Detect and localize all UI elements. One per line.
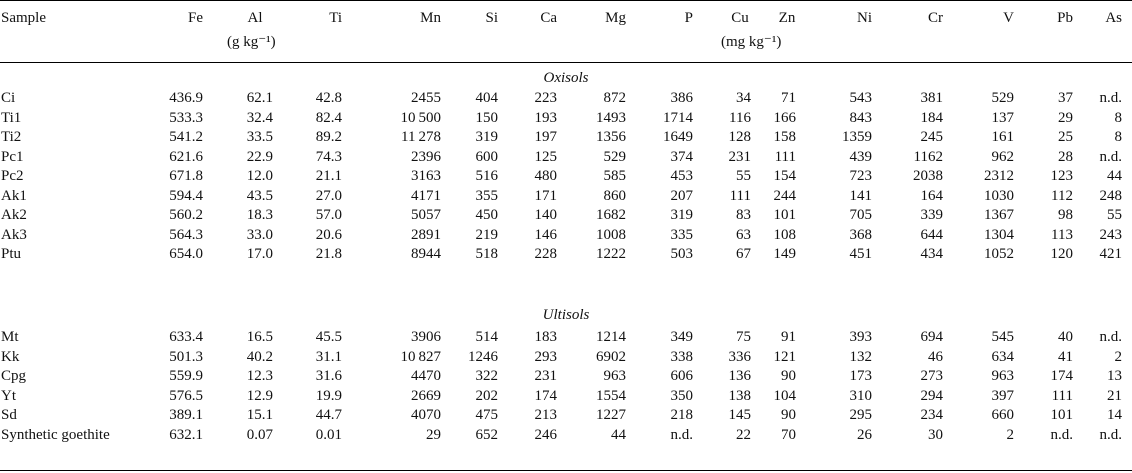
units-trace: (mg kg⁻¹)	[721, 34, 782, 50]
table-cell-cu: 138	[728, 387, 751, 404]
col-header-ca: Ca	[540, 10, 557, 26]
table-cell-ca: 125	[534, 148, 557, 165]
table-cell-mn: 4070	[411, 407, 441, 423]
table-cell-si: 404	[475, 90, 498, 106]
table-cell-ni: 543	[849, 90, 872, 106]
table-cell-cr: 46	[928, 348, 943, 365]
table-cell-ti: 89.2	[315, 129, 342, 145]
table-cell-ti: 57.0	[315, 207, 342, 223]
table-cell-pb: 98	[1058, 207, 1073, 223]
table-cell-fe: 632.1	[169, 426, 203, 443]
table-cell-cr: 381	[920, 90, 943, 106]
table-cell-as: 21	[1107, 387, 1122, 404]
table-cell-ni: 26	[857, 426, 872, 443]
table-cell-mg: 860	[603, 187, 626, 204]
table-cell-ca: 146	[534, 226, 557, 243]
table-cell-ca: 140	[534, 207, 557, 223]
table-cell-fe: 560.2	[169, 207, 203, 223]
table-cell-mg: 44	[611, 426, 626, 443]
table-cell-ni: 705	[849, 207, 872, 223]
table-cell-ca: 228	[534, 246, 557, 262]
table-cell-al: 22.9	[246, 148, 273, 165]
table-cell-zn: 90	[781, 368, 796, 384]
table-cell-mn: 5057	[411, 207, 441, 223]
table-cell-ni: 843	[849, 109, 872, 126]
table-cell-p: 453	[670, 168, 693, 184]
table-cell-pb: 40	[1058, 329, 1073, 345]
table-cell-si: 600	[475, 148, 498, 165]
table-cell-si: 450	[475, 207, 498, 223]
table-cell-pb: 174	[1050, 368, 1073, 384]
table-cell-sample: Kk	[1, 348, 20, 365]
table-cell-as: n.d.	[1099, 426, 1122, 443]
table-cell-mg: 1227	[596, 407, 626, 423]
col-header-fe: Fe	[188, 10, 203, 26]
table-cell-cu: 83	[736, 207, 751, 223]
table-cell-mn: 3906	[411, 329, 441, 345]
table-cell-al: 18.3	[246, 207, 273, 223]
table-cell-pb: 28	[1058, 148, 1073, 165]
table-cell-ca: 213	[534, 407, 557, 423]
table-cell-mg: 1222	[596, 246, 626, 262]
table-cell-fe: 654.0	[169, 246, 203, 262]
table-cell-sample: Ptu	[1, 246, 22, 262]
table-cell-mn: 2669	[411, 387, 441, 404]
table-cell-cu: 336	[728, 348, 751, 365]
table-cell-ti: 82.4	[315, 109, 342, 126]
table-cell-ni: 132	[849, 348, 872, 365]
table-cell-v: 1367	[984, 207, 1014, 223]
table-cell-ni: 723	[849, 168, 872, 184]
table-cell-mg: 1554	[596, 387, 626, 404]
table-cell-ti: 42.8	[315, 90, 342, 106]
table-cell-fe: 671.8	[169, 168, 203, 184]
table-cell-pb: 112	[1051, 187, 1073, 204]
table-cell-as: 13	[1107, 368, 1122, 384]
table-cell-cu: 116	[729, 109, 751, 126]
table-cell-pb: n.d.	[1050, 426, 1073, 443]
table-cell-ca: 183	[534, 329, 557, 345]
table-cell-as: n.d.	[1099, 148, 1122, 165]
table-cell-ti: 20.6	[315, 226, 342, 243]
table-cell-ni: 173	[849, 368, 872, 384]
table-cell-pb: 41	[1058, 348, 1073, 365]
table-cell-cu: 136	[728, 368, 751, 384]
table-cell-si: 652	[475, 426, 498, 443]
table-cell-as: 14	[1107, 407, 1122, 423]
table-cell-cr: 644	[920, 226, 943, 243]
col-header-p: P	[684, 10, 693, 26]
table-cell-mn: 2455	[411, 90, 441, 106]
table-cell-zn: 121	[773, 348, 796, 365]
table-cell-cu: 55	[736, 168, 751, 184]
table-cell-si: 355	[475, 187, 498, 204]
table-cell-mn: 4171	[411, 187, 441, 204]
table-cell-ti: 44.7	[315, 407, 342, 423]
table-cell-ni: 368	[849, 226, 872, 243]
table-cell-mn: 2396	[411, 148, 441, 165]
table-cell-as: 421	[1099, 246, 1122, 262]
col-header-ti: Ti	[329, 10, 342, 26]
table-cell-p: n.d.	[670, 426, 693, 443]
table-cell-sample: Mt	[1, 329, 19, 345]
table-cell-mg: 585	[603, 168, 626, 184]
table-cell-mg: 6902	[596, 348, 626, 365]
table-cell-ca: 293	[534, 348, 557, 365]
table-cell-ca: 171	[534, 187, 557, 204]
col-header-mn: Mn	[420, 10, 441, 26]
section-title-ultisols: Ultisols	[542, 307, 590, 323]
table-cell-sample: Ti2	[1, 129, 22, 145]
table-cell-ti: 31.6	[315, 368, 342, 384]
table-cell-p: 350	[670, 387, 693, 404]
table-cell-si: 322	[475, 368, 498, 384]
table-cell-al: 12.0	[246, 168, 273, 184]
table-cell-cu: 231	[728, 148, 751, 165]
table-cell-ni: 451	[849, 246, 872, 262]
table-cell-p: 606	[670, 368, 693, 384]
table-cell-ti: 31.1	[315, 348, 342, 365]
table-cell-sample: Synthetic goethite	[1, 426, 110, 443]
table-cell-fe: 633.4	[169, 329, 203, 345]
table-cell-sample: Pc1	[1, 148, 24, 165]
table-cell-v: 660	[991, 407, 1014, 423]
table-cell-ni: 310	[849, 387, 872, 404]
table-cell-ca: 246	[534, 426, 557, 443]
table-cell-zn: 149	[773, 246, 796, 262]
table-cell-pb: 123	[1050, 168, 1073, 184]
table-cell-mn: 3163	[411, 168, 441, 184]
table-cell-v: 161	[991, 129, 1014, 145]
table-cell-cr: 694	[920, 329, 943, 345]
top-rule	[0, 0, 1132, 1]
table-cell-as: 2	[1114, 348, 1122, 365]
table-cell-as: 8	[1114, 109, 1122, 126]
table-cell-cu: 67	[736, 246, 751, 262]
table-cell-fe: 621.6	[169, 148, 203, 165]
table-cell-v: 397	[991, 387, 1014, 404]
table-cell-zn: 111	[774, 148, 796, 165]
table-cell-al: 33.5	[246, 129, 273, 145]
table-cell-cr: 164	[920, 187, 943, 204]
table-cell-v: 1304	[984, 226, 1014, 243]
table-cell-si: 516	[475, 168, 498, 184]
table-cell-sample: Pc2	[1, 168, 24, 184]
table-cell-al: 15.1	[246, 407, 273, 423]
table-cell-al: 16.5	[246, 329, 273, 345]
table-cell-as: 55	[1107, 207, 1122, 223]
col-header-ni: Ni	[857, 10, 872, 26]
col-header-zn: Zn	[778, 10, 796, 26]
table-cell-fe: 436.9	[169, 90, 203, 106]
table-cell-pb: 37	[1058, 90, 1073, 106]
col-header-as: As	[1105, 10, 1122, 26]
table-cell-si: 219	[475, 226, 498, 243]
table-cell-p: 207	[670, 187, 693, 204]
table-cell-cu: 22	[736, 426, 751, 443]
table-cell-cr: 30	[928, 426, 943, 443]
table-cell-sample: Sd	[1, 407, 17, 423]
table-cell-mn: 4470	[411, 368, 441, 384]
table-cell-zn: 154	[773, 168, 796, 184]
table-cell-mn: 29	[426, 426, 441, 443]
col-header-cu: Cu	[731, 10, 749, 26]
table-cell-cr: 1162	[913, 148, 943, 165]
table-cell-cr: 2038	[913, 168, 943, 184]
table-cell-ni: 439	[849, 148, 872, 165]
table-cell-al: 33.0	[246, 226, 273, 243]
table-cell-p: 1714	[663, 109, 693, 126]
table-cell-pb: 25	[1058, 129, 1073, 145]
table-cell-mg: 1356	[596, 129, 626, 145]
col-header-v: V	[1003, 10, 1014, 26]
table-cell-cr: 184	[920, 109, 943, 126]
table-cell-si: 1246	[468, 348, 498, 365]
table-cell-mg: 1008	[596, 226, 626, 243]
table-cell-p: 335	[670, 226, 693, 243]
table-cell-si: 514	[475, 329, 498, 345]
table-cell-zn: 71	[781, 90, 796, 106]
table-cell-pb: 101	[1050, 407, 1073, 423]
table-cell-v: 1052	[984, 246, 1014, 262]
table-cell-p: 218	[670, 407, 693, 423]
table-cell-zn: 244	[773, 187, 796, 204]
table-cell-zn: 104	[773, 387, 796, 404]
table-cell-ni: 1359	[842, 129, 872, 145]
table-cell-p: 349	[670, 329, 693, 345]
table-cell-mg: 963	[603, 368, 626, 384]
table-cell-mg: 1682	[596, 207, 626, 223]
col-header-mg: Mg	[605, 10, 626, 26]
table-cell-sample: Yt	[1, 387, 16, 404]
table-cell-v: 634	[991, 348, 1014, 365]
table-cell-al: 0.07	[246, 426, 273, 443]
table-cell-as: n.d.	[1099, 90, 1122, 106]
table-cell-zn: 91	[781, 329, 796, 345]
table-cell-ni: 393	[849, 329, 872, 345]
table-cell-as: 44	[1107, 168, 1122, 184]
table-cell-v: 1030	[984, 187, 1014, 204]
table-cell-zn: 166	[773, 109, 796, 126]
table-cell-ca: 231	[534, 368, 557, 384]
table-cell-mg: 1214	[596, 329, 626, 345]
table-cell-mn: 11 278	[401, 129, 441, 145]
table-cell-al: 32.4	[246, 109, 273, 126]
table-cell-as: 8	[1114, 129, 1122, 145]
table-cell-pb: 120	[1050, 246, 1073, 262]
table-cell-fe: 389.1	[169, 407, 203, 423]
table-cell-fe: 594.4	[169, 187, 203, 204]
table-cell-cu: 63	[736, 226, 751, 243]
table-cell-al: 40.2	[246, 348, 273, 365]
table-cell-mg: 1493	[596, 109, 626, 126]
table-cell-si: 475	[475, 407, 498, 423]
table-cell-pb: 111	[1051, 387, 1073, 404]
units-major: (g kg⁻¹)	[227, 34, 276, 50]
table-cell-sample: Cpg	[1, 368, 27, 384]
table-cell-ti: 21.8	[315, 246, 342, 262]
table-cell-cr: 234	[920, 407, 943, 423]
table-cell-cu: 34	[736, 90, 751, 106]
table-cell-si: 518	[475, 246, 498, 262]
table-cell-zn: 158	[773, 129, 796, 145]
table-cell-cu: 111	[729, 187, 751, 204]
table-cell-cu: 145	[728, 407, 751, 423]
table-cell-p: 1649	[663, 129, 693, 145]
table-cell-ti: 21.1	[315, 168, 342, 184]
table-cell-mn: 2891	[411, 226, 441, 243]
table-cell-as: n.d.	[1099, 329, 1122, 345]
table-cell-al: 17.0	[246, 246, 273, 262]
table-cell-as: 243	[1099, 226, 1122, 243]
col-header-cr: Cr	[928, 10, 943, 26]
table-cell-ti: 74.3	[315, 148, 342, 165]
table-cell-cr: 294	[920, 387, 943, 404]
table-cell-v: 529	[991, 90, 1014, 106]
table-cell-p: 338	[670, 348, 693, 365]
table-cell-ca: 193	[534, 109, 557, 126]
table-cell-zn: 70	[781, 426, 796, 443]
table-cell-cr: 339	[920, 207, 943, 223]
table-cell-pb: 29	[1058, 109, 1073, 126]
table-cell-fe: 541.2	[169, 129, 203, 145]
table-cell-ti: 27.0	[315, 187, 342, 204]
table-cell-al: 62.1	[246, 90, 273, 106]
col-header-si: Si	[485, 10, 498, 26]
table-cell-mn: 10 500	[400, 109, 441, 126]
table-cell-al: 12.9	[246, 387, 273, 404]
table-cell-as: 248	[1099, 187, 1122, 204]
table-cell-al: 43.5	[246, 187, 273, 204]
table-cell-p: 319	[670, 207, 693, 223]
table-cell-p: 374	[670, 148, 693, 165]
table-cell-cu: 75	[736, 329, 751, 345]
table-cell-cr: 273	[920, 368, 943, 384]
table-cell-mg: 872	[603, 90, 626, 106]
table-cell-v: 963	[991, 368, 1014, 384]
header-rule	[0, 62, 1132, 63]
table-cell-cr: 434	[920, 246, 943, 262]
col-header-sample: Sample	[1, 10, 46, 26]
table-cell-sample: Ak3	[1, 226, 27, 243]
table-cell-v: 2	[1006, 426, 1014, 443]
table-cell-v: 545	[991, 329, 1014, 345]
table-cell-v: 2312	[984, 168, 1014, 184]
table-cell-si: 150	[475, 109, 498, 126]
table-cell-sample: Ti1	[1, 109, 22, 126]
table-cell-zn: 101	[773, 207, 796, 223]
table-cell-v: 962	[991, 148, 1014, 165]
table-cell-mn: 8944	[411, 246, 441, 262]
table-cell-pb: 113	[1051, 226, 1073, 243]
col-header-pb: Pb	[1057, 10, 1073, 26]
table-cell-v: 137	[991, 109, 1014, 126]
table-cell-ni: 295	[849, 407, 872, 423]
table-cell-ti: 0.01	[315, 426, 342, 443]
table-cell-zn: 90	[781, 407, 796, 423]
table-cell-fe: 564.3	[169, 226, 203, 243]
table-cell-si: 319	[475, 129, 498, 145]
table-cell-ca: 197	[534, 129, 557, 145]
table-cell-cr: 245	[920, 129, 943, 145]
table-cell-fe: 559.9	[169, 368, 203, 384]
table-cell-sample: Ak2	[1, 207, 27, 223]
bottom-rule	[0, 470, 1132, 471]
section-title-oxisols: Oxisols	[543, 70, 589, 86]
table-cell-zn: 108	[773, 226, 796, 243]
table-cell-p: 503	[670, 246, 693, 262]
table-cell-cu: 128	[728, 129, 751, 145]
table-cell-sample: Ak1	[1, 187, 27, 204]
col-header-al: Al	[247, 10, 263, 26]
table-cell-p: 386	[670, 90, 693, 106]
table-cell-mg: 529	[603, 148, 626, 165]
table-cell-sample: Ci	[1, 90, 16, 106]
table-cell-al: 12.3	[246, 368, 273, 384]
table-cell-ca: 223	[534, 90, 557, 106]
table-cell-ca: 174	[534, 387, 557, 404]
table-cell-fe: 501.3	[169, 348, 203, 365]
table-cell-fe: 533.3	[169, 109, 203, 126]
table-cell-ti: 45.5	[315, 329, 342, 345]
table-cell-ca: 480	[534, 168, 557, 184]
table-cell-ti: 19.9	[315, 387, 342, 404]
table-cell-ni: 141	[849, 187, 872, 204]
table-cell-mn: 10 827	[400, 348, 441, 365]
table-cell-fe: 576.5	[169, 387, 203, 404]
table-cell-si: 202	[475, 387, 498, 404]
